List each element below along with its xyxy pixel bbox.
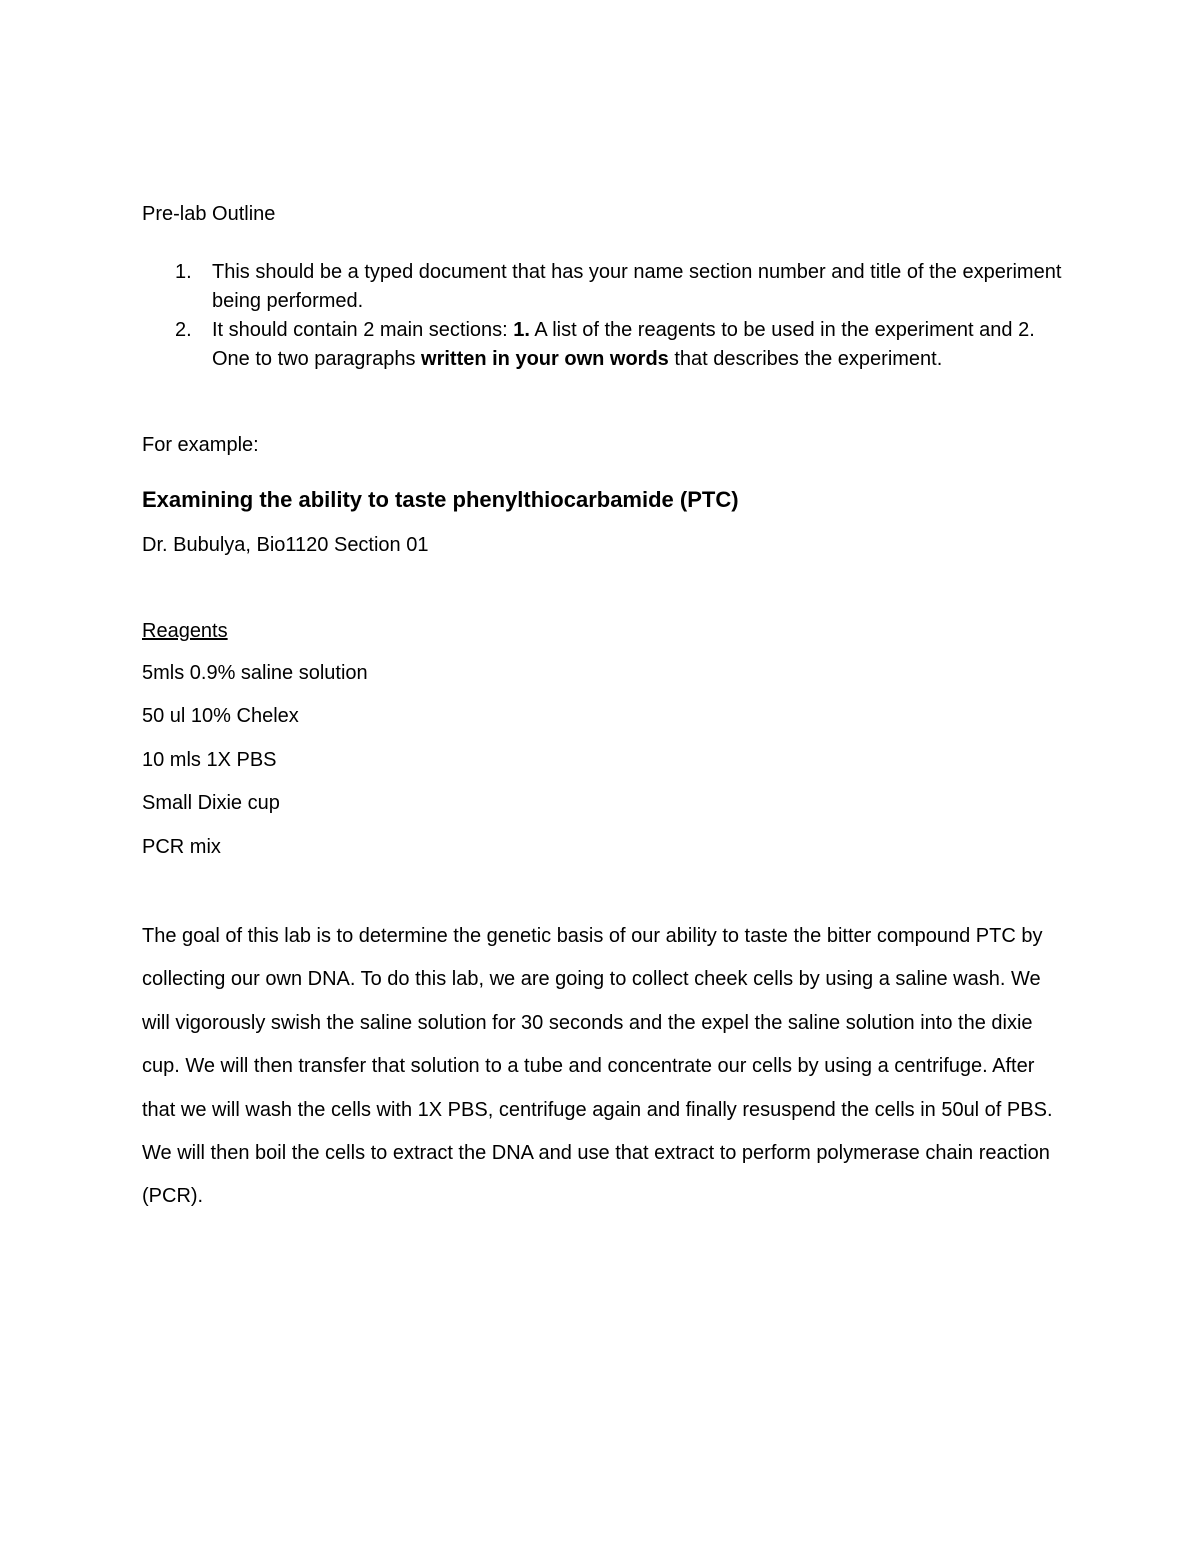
experiment-title: Examining the ability to taste phenylthiocarbamide (PTC)	[142, 487, 739, 512]
experiment-subtitle: Dr. Bubulya, Bio1120 Section 01	[142, 534, 429, 556]
outline-item-bold-number: 1.	[513, 319, 530, 341]
reagent-item: Small Dixie cup	[142, 792, 280, 815]
outline-list	[142, 258, 1072, 374]
experiment-description: The goal of this lab is to determine the genetic basis of our ability to taste the bitter compound PTC by collecting our own DNA. To do this lab, we are going to collect cheek cells by using a saline wash. We will vigorously swish the saline solution for 30 seconds and the expel the saline solution into the dixie cup. We will then transfer that solution to a tube and concentrate our cells by using a centrifuge. After that we will wash the cells with 1X PBS, centrifuge again and finally resuspend the cells in 50ul of PBS. We will then boil the cells to extract the DNA and use that extract to perform polymerase chain reaction (PCR).	[142, 925, 1053, 1208]
outline-item-number: 1.	[175, 261, 192, 283]
outline-item-text: This should be a typed document that has your name section number and title of the experiment being performed.	[212, 261, 1062, 312]
reagent-list	[142, 660, 368, 877]
reagents-heading: Reagents	[142, 620, 228, 642]
example-label: For example:	[142, 434, 259, 456]
outline-item-text: A list of the reagents to be used in the experiment and 2. One to two paragraphs	[212, 319, 1035, 370]
reagent-item: 50 ul 10% Chelex	[142, 705, 299, 728]
outline-item-emphasis: written in your own words	[421, 348, 669, 370]
reagent-item: 5mls 0.9% saline solution	[142, 662, 368, 684]
outline-item-2	[142, 316, 1072, 374]
outline-item-text: It should contain 2 main sections:	[212, 319, 514, 341]
outline-item-number: 2.	[175, 319, 192, 341]
outline-item-1	[142, 258, 1072, 316]
reagent-item: PCR mix	[142, 835, 221, 858]
reagent-item: 10 mls 1X PBS	[142, 748, 277, 771]
page-title: Pre-lab Outline	[142, 203, 276, 225]
outline-item-text: that describes the experiment.	[668, 348, 943, 370]
